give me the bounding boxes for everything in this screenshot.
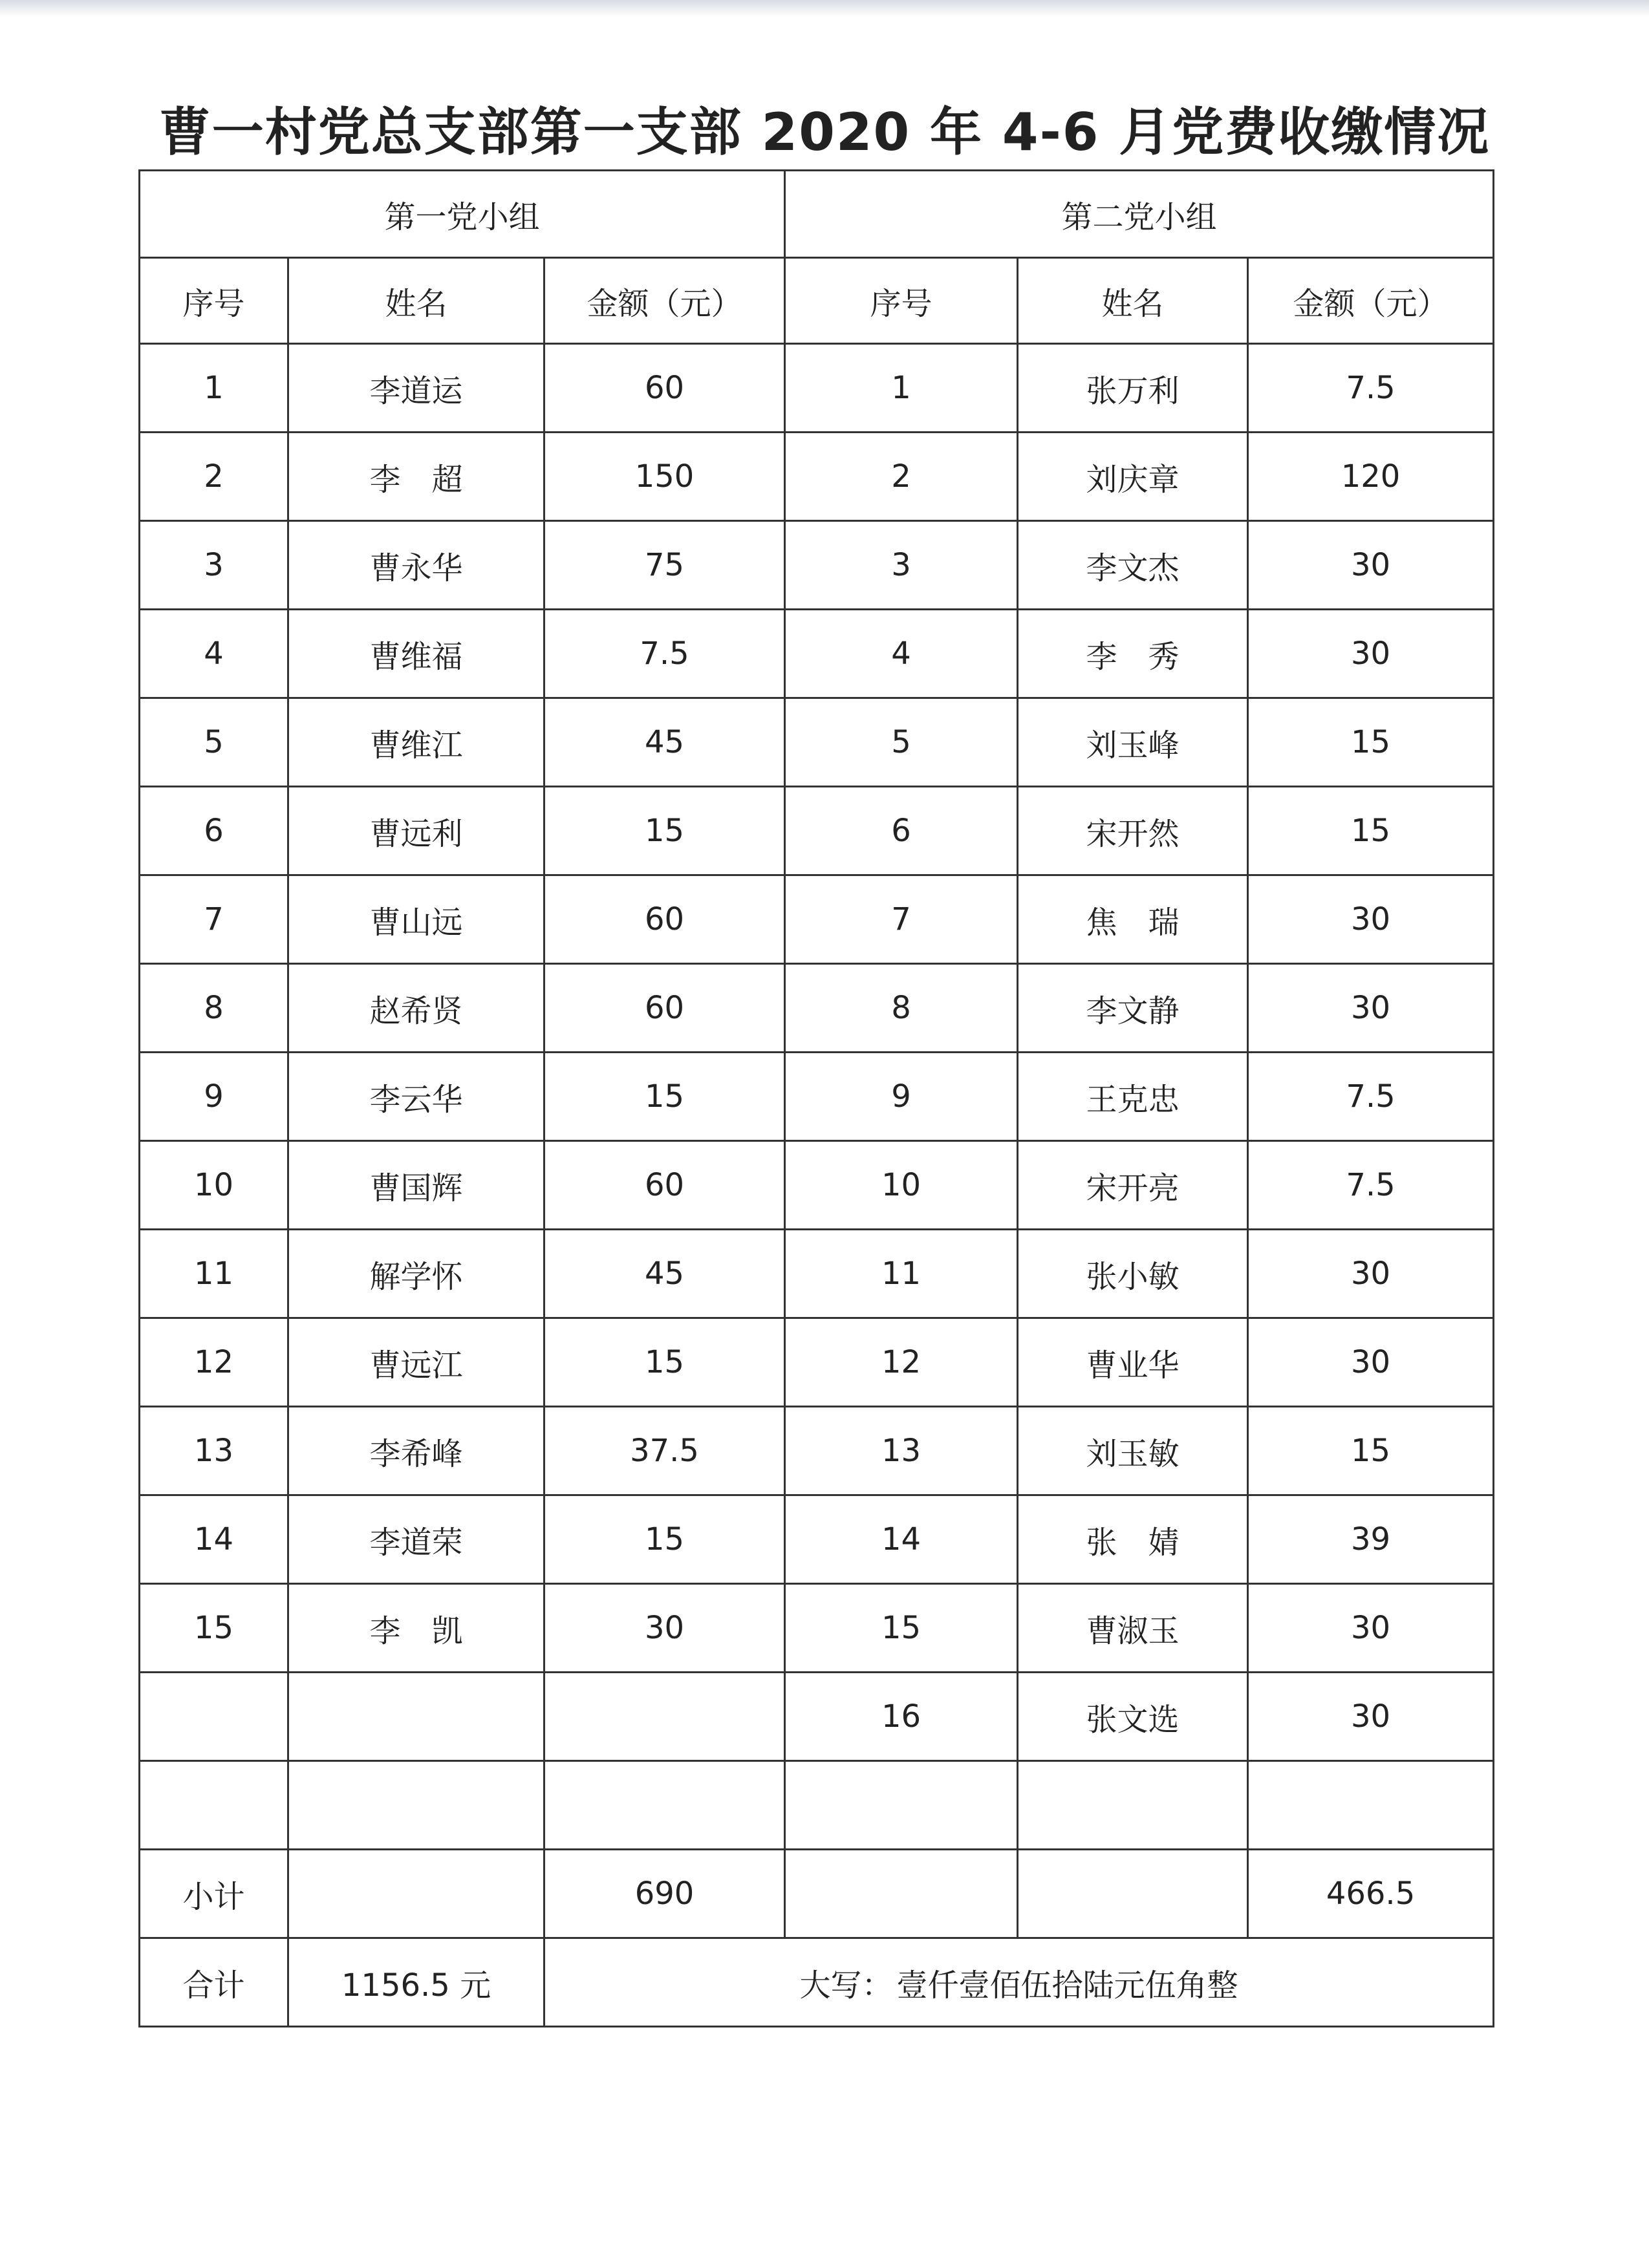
g2-no-cell: 10 bbox=[785, 1141, 1018, 1230]
g2-amount-cell: 30 bbox=[1248, 964, 1494, 1053]
g1-amount-cell: 15 bbox=[544, 787, 785, 875]
g1-no-cell: 11 bbox=[140, 1230, 288, 1318]
g1-name-cell: 曹远利 bbox=[288, 787, 544, 875]
g2-name-cell: 张文选 bbox=[1018, 1673, 1248, 1761]
g1-amount-cell: 15 bbox=[544, 1053, 785, 1141]
subtotal-row bbox=[140, 1850, 1494, 1938]
g1-amount-header: 金额（元） bbox=[544, 258, 785, 344]
group2-header: 第二党小组 bbox=[785, 171, 1494, 258]
g1-amount-cell: 60 bbox=[544, 1141, 785, 1230]
table-row bbox=[140, 1230, 1494, 1318]
g1-no-cell: 4 bbox=[140, 610, 288, 698]
g1-amount-cell: 30 bbox=[544, 1584, 785, 1673]
g2-name-cell: 王克忠 bbox=[1018, 1053, 1248, 1141]
g2-name-cell: 焦 瑞 bbox=[1018, 875, 1248, 964]
g2-no-cell: 8 bbox=[785, 964, 1018, 1053]
group1-header: 第一党小组 bbox=[140, 171, 785, 258]
table-row bbox=[140, 1673, 1494, 1761]
g1-amount-cell: 150 bbox=[544, 433, 785, 521]
g1-no-cell: 2 bbox=[140, 433, 288, 521]
g1-amount-cell: 60 bbox=[544, 344, 785, 433]
g1-name-cell: 曹维福 bbox=[288, 610, 544, 698]
total-capital-cell bbox=[544, 1938, 1494, 2027]
g1-name-cell: 李 超 bbox=[288, 433, 544, 521]
g1-amount-cell: 60 bbox=[544, 964, 785, 1053]
g2-no-cell: 15 bbox=[785, 1584, 1018, 1673]
g2-name-cell: 张小敏 bbox=[1018, 1230, 1248, 1318]
g1-no-cell bbox=[140, 1673, 288, 1761]
table-row bbox=[140, 610, 1494, 698]
g2-no-cell: 2 bbox=[785, 433, 1018, 521]
g1-name-cell: 李道运 bbox=[288, 344, 544, 433]
g2-name-cell: 刘玉敏 bbox=[1018, 1407, 1248, 1495]
g1-no-cell: 10 bbox=[140, 1141, 288, 1230]
g2-name-cell: 宋开亮 bbox=[1018, 1141, 1248, 1230]
g2-name-cell: 李文静 bbox=[1018, 964, 1248, 1053]
g2-name-cell: 李文杰 bbox=[1018, 521, 1248, 610]
table-row bbox=[140, 787, 1494, 875]
g2-no-cell: 11 bbox=[785, 1230, 1018, 1318]
g1-amount-cell: 60 bbox=[544, 875, 785, 964]
g2-name-cell bbox=[1018, 1761, 1248, 1850]
g2-no-cell: 3 bbox=[785, 521, 1018, 610]
g2-amount-cell: 15 bbox=[1248, 698, 1494, 787]
subtotal-empty-cell bbox=[785, 1850, 1018, 1938]
table-row bbox=[140, 344, 1494, 433]
g1-no-header: 序号 bbox=[140, 258, 288, 344]
table-row bbox=[140, 1053, 1494, 1141]
g1-no-cell: 1 bbox=[140, 344, 288, 433]
table-row bbox=[140, 1407, 1494, 1495]
g2-no-cell: 1 bbox=[785, 344, 1018, 433]
g2-amount-cell: 30 bbox=[1248, 1673, 1494, 1761]
g2-amount-cell bbox=[1248, 1761, 1494, 1850]
g1-name-cell: 李云华 bbox=[288, 1053, 544, 1141]
subtotal-empty-cell bbox=[1018, 1850, 1248, 1938]
total-row bbox=[140, 1938, 1494, 2027]
g2-amount-cell: 30 bbox=[1248, 1318, 1494, 1407]
g2-amount-cell: 39 bbox=[1248, 1495, 1494, 1584]
g1-name-cell: 曹山远 bbox=[288, 875, 544, 964]
table-row bbox=[140, 1761, 1494, 1850]
g1-no-cell: 14 bbox=[140, 1495, 288, 1584]
g2-no-cell: 12 bbox=[785, 1318, 1018, 1407]
g1-name-header: 姓名 bbox=[288, 258, 544, 344]
g2-name-cell: 张 婧 bbox=[1018, 1495, 1248, 1584]
g2-amount-cell: 7.5 bbox=[1248, 1141, 1494, 1230]
g1-amount-cell: 37.5 bbox=[544, 1407, 785, 1495]
table-row bbox=[140, 875, 1494, 964]
scan-edge bbox=[0, 0, 1649, 17]
g1-amount-cell: 15 bbox=[544, 1495, 785, 1584]
subtotal-label: 小计 bbox=[140, 1850, 288, 1938]
table-row bbox=[140, 1495, 1494, 1584]
g1-no-cell: 12 bbox=[140, 1318, 288, 1407]
g1-name-cell: 赵希贤 bbox=[288, 964, 544, 1053]
g2-name-cell: 曹淑玉 bbox=[1018, 1584, 1248, 1673]
total-label: 合计 bbox=[140, 1938, 288, 2027]
g1-name-cell bbox=[288, 1673, 544, 1761]
g1-no-cell: 6 bbox=[140, 787, 288, 875]
g1-name-cell: 曹国辉 bbox=[288, 1141, 544, 1230]
table-row bbox=[140, 521, 1494, 610]
g2-amount-cell: 120 bbox=[1248, 433, 1494, 521]
total-capital-label: 大写： bbox=[799, 1967, 893, 2004]
g2-no-cell bbox=[785, 1761, 1018, 1850]
column-header-row bbox=[140, 258, 1494, 344]
party-fee-table bbox=[138, 169, 1494, 2027]
total-capital-value: 壹仟壹佰伍拾陆元伍角整 bbox=[896, 1967, 1238, 2004]
g2-amount-cell: 15 bbox=[1248, 787, 1494, 875]
g1-no-cell bbox=[140, 1761, 288, 1850]
g1-no-cell: 8 bbox=[140, 964, 288, 1053]
g2-name-cell: 刘玉峰 bbox=[1018, 698, 1248, 787]
g1-name-cell: 李希峰 bbox=[288, 1407, 544, 1495]
table-row bbox=[140, 1318, 1494, 1407]
table-row bbox=[140, 698, 1494, 787]
g2-amount-cell: 7.5 bbox=[1248, 1053, 1494, 1141]
g2-amount-cell: 30 bbox=[1248, 1230, 1494, 1318]
g1-name-cell: 曹永华 bbox=[288, 521, 544, 610]
g2-no-cell: 9 bbox=[785, 1053, 1018, 1141]
g1-name-cell: 解学怀 bbox=[288, 1230, 544, 1318]
g1-name-cell: 曹远江 bbox=[288, 1318, 544, 1407]
g1-amount-cell: 7.5 bbox=[544, 610, 785, 698]
g2-no-cell: 5 bbox=[785, 698, 1018, 787]
g1-amount-cell bbox=[544, 1761, 785, 1850]
g1-name-cell: 曹维江 bbox=[288, 698, 544, 787]
g1-no-cell: 13 bbox=[140, 1407, 288, 1495]
g1-amount-cell: 15 bbox=[544, 1318, 785, 1407]
table-row bbox=[140, 1141, 1494, 1230]
g2-name-cell: 李 秀 bbox=[1018, 610, 1248, 698]
g1-name-cell bbox=[288, 1761, 544, 1850]
g2-amount-cell: 30 bbox=[1248, 521, 1494, 610]
g2-no-cell: 16 bbox=[785, 1673, 1018, 1761]
page-title: 曹一村党总支部第一支部 2020 年 4-6 月党费收缴情况 bbox=[158, 102, 1491, 162]
g1-name-cell: 李 凯 bbox=[288, 1584, 544, 1673]
g1-no-cell: 9 bbox=[140, 1053, 288, 1141]
g1-amount-cell: 75 bbox=[544, 521, 785, 610]
g2-amount-header: 金额（元） bbox=[1248, 258, 1494, 344]
g2-amount-cell: 7.5 bbox=[1248, 344, 1494, 433]
g1-no-cell: 15 bbox=[140, 1584, 288, 1673]
total-amount: 1156.5 元 bbox=[288, 1938, 544, 2027]
table-row bbox=[140, 433, 1494, 521]
g2-no-cell: 7 bbox=[785, 875, 1018, 964]
g1-no-cell: 5 bbox=[140, 698, 288, 787]
table-row bbox=[140, 964, 1494, 1053]
g2-amount-cell: 30 bbox=[1248, 610, 1494, 698]
g1-name-cell: 李道荣 bbox=[288, 1495, 544, 1584]
g1-amount-cell: 45 bbox=[544, 698, 785, 787]
g2-name-cell: 刘庆章 bbox=[1018, 433, 1248, 521]
g1-no-cell: 3 bbox=[140, 521, 288, 610]
g1-amount-cell bbox=[544, 1673, 785, 1761]
g2-amount-cell: 15 bbox=[1248, 1407, 1494, 1495]
g2-no-cell: 4 bbox=[785, 610, 1018, 698]
subtotal-group1: 690 bbox=[544, 1850, 785, 1938]
g2-no-header: 序号 bbox=[785, 258, 1018, 344]
g2-name-header: 姓名 bbox=[1018, 258, 1248, 344]
g2-name-cell: 张万利 bbox=[1018, 344, 1248, 433]
g1-no-cell: 7 bbox=[140, 875, 288, 964]
g2-name-cell: 宋开然 bbox=[1018, 787, 1248, 875]
g2-no-cell: 14 bbox=[785, 1495, 1018, 1584]
g2-no-cell: 13 bbox=[785, 1407, 1018, 1495]
group-header-row bbox=[140, 171, 1494, 258]
g2-name-cell: 曹业华 bbox=[1018, 1318, 1248, 1407]
subtotal-group2: 466.5 bbox=[1248, 1850, 1494, 1938]
g1-amount-cell: 45 bbox=[544, 1230, 785, 1318]
g2-no-cell: 6 bbox=[785, 787, 1018, 875]
subtotal-empty-cell bbox=[288, 1850, 544, 1938]
g2-amount-cell: 30 bbox=[1248, 875, 1494, 964]
g2-amount-cell: 30 bbox=[1248, 1584, 1494, 1673]
table-row bbox=[140, 1584, 1494, 1673]
